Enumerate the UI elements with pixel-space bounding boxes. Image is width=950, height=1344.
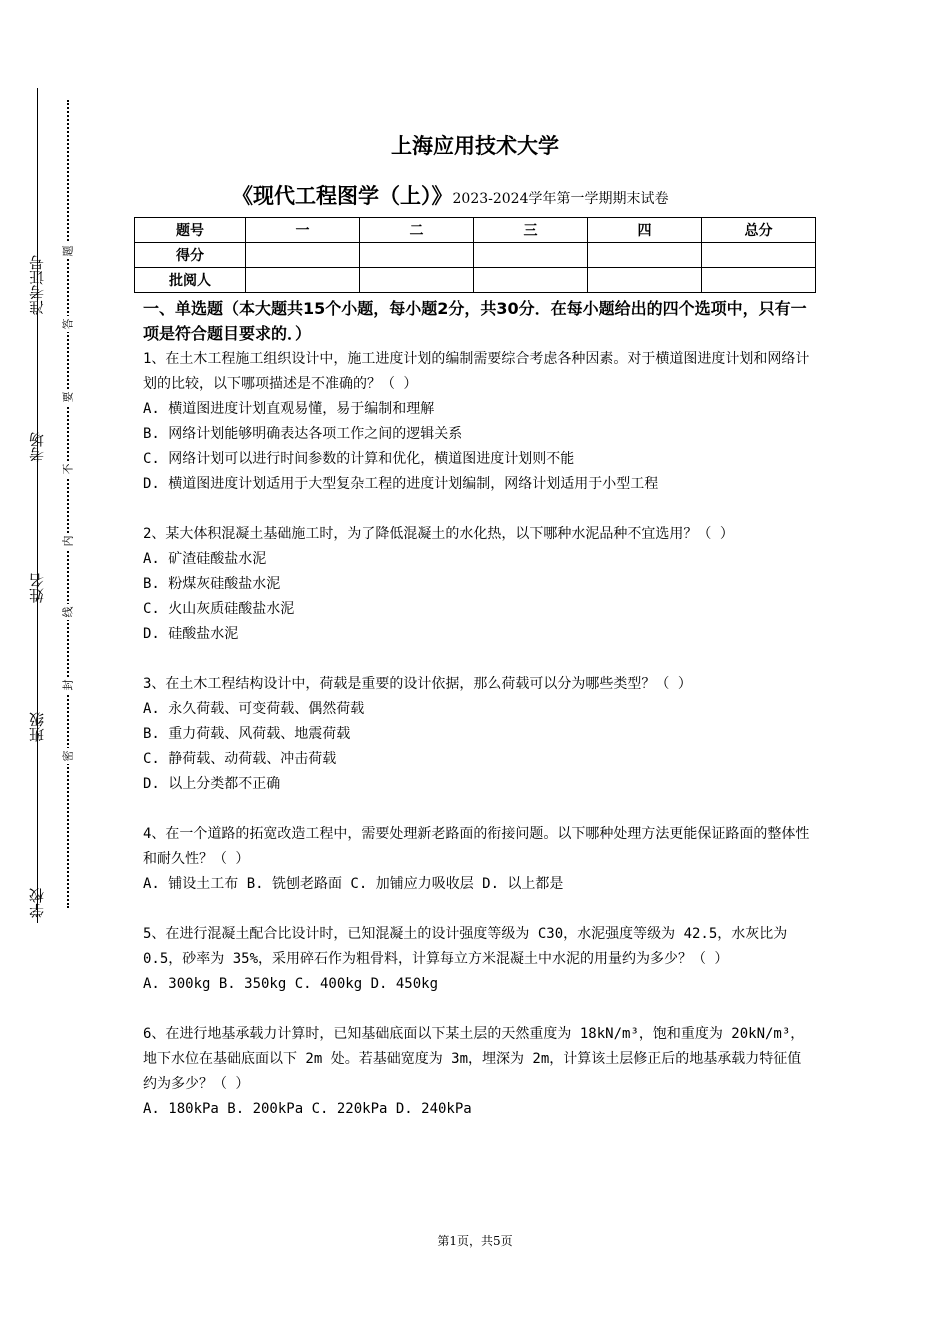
option: A. 横道图进度计划直观易懂，易于编制和理解: [143, 401, 435, 417]
option: D. 以上分类都不正确: [143, 776, 281, 792]
score-cell[interactable]: [702, 243, 816, 268]
questions-section: [143, 296, 813, 1147]
field-class: [22, 712, 52, 742]
score-table-row-label: 得分: [135, 243, 246, 268]
seal-char: 要: [60, 389, 76, 405]
field-label: 姓名: [28, 573, 46, 603]
seal-char: 密: [60, 748, 76, 764]
margin-dotted-line: [67, 100, 69, 908]
question-stem: 2、某大体积混凝土基础施工时，为了降低混凝土的水化热，以下哪种水泥品种不宜选用？（ ）: [143, 526, 734, 542]
field-school: [22, 888, 52, 918]
question-5: [143, 922, 813, 997]
score-table-header-cell: 三: [474, 218, 588, 243]
option: A. 铺设土工布 B. 铣刨老路面 C. 加铺应力吸收层 D. 以上都是: [143, 876, 564, 892]
seal-char: 线: [60, 604, 76, 620]
question-stem: 5、在进行混凝土配合比设计时，已知混凝土的设计强度等级为 C30，水泥强度等级为 42.5，水灰比为 0.5，砂率为 35%，采用碎石作为粗骨料，计算每立方米混凝土中水泥的用量约为多少？（ ）: [143, 926, 788, 967]
grader-cell[interactable]: [702, 268, 816, 293]
question-4: [143, 822, 813, 897]
section-title: 一、单选题（本大题共15个小题，每小题2分，共30分．在每小题给出的四个选项中，只有一项是符合题目要求的．）: [143, 299, 807, 343]
option: B. 网络计划能够明确表达各项工作之间的逻辑关系: [143, 426, 463, 442]
seal-char: 内: [60, 533, 76, 549]
page-number: 第1页，共5页: [437, 1234, 513, 1248]
score-table: [134, 217, 816, 293]
seal-char: 答: [60, 316, 76, 332]
grader-cell[interactable]: [360, 268, 474, 293]
option: B. 粉煤灰硅酸盐水泥: [143, 576, 281, 592]
question-stem: 1、在土木工程施工组织设计中，施工进度计划的编制需要综合考虑各种因素。对于横道图进度计划和网络计划的比较，以下哪项描述是不准确的？（ ）: [143, 351, 810, 392]
score-cell[interactable]: [588, 243, 702, 268]
option: C. 火山灰质硅酸盐水泥: [143, 601, 295, 617]
field-name: [22, 573, 52, 603]
field-label: 考场: [28, 432, 46, 462]
question-stem: 6、在进行地基承载力计算时，已知基础底面以下某土层的天然重度为 18kN/m³，饱和重度为 20kN/m³，地下水位在基础底面以下 2m 处。若基础宽度为 3m，埋深为 2m，计算该土层修正后的地基承载力特征值约为多少？（ ）: [143, 1026, 805, 1092]
option: B. 重力荷载、风荷载、地震荷载: [143, 726, 351, 742]
option: C. 网络计划可以进行时间参数的计算和优化，横道图进度计划则不能: [143, 451, 575, 467]
question-1: [143, 347, 813, 497]
score-table-header-cell: 题号: [135, 218, 246, 243]
question-3: [143, 672, 813, 797]
question-2: [143, 522, 813, 647]
seal-char: 封: [60, 677, 76, 693]
seal-char: 不: [60, 461, 76, 477]
score-cell[interactable]: [246, 243, 360, 268]
grader-cell[interactable]: [588, 268, 702, 293]
option: C. 静荷载、动荷载、冲击荷载: [143, 751, 337, 767]
score-table-header-cell: 一: [246, 218, 360, 243]
question-stem: 4、在一个道路的拓宽改造工程中，需要处理新老路面的衔接问题。以下哪种处理方法更能保证路面的整体性和耐久性？（ ）: [143, 826, 810, 867]
score-cell[interactable]: [474, 243, 588, 268]
grader-cell[interactable]: [474, 268, 588, 293]
score-table-header-row: [135, 218, 816, 243]
option: A. 矿渣硅酸盐水泥: [143, 551, 267, 567]
option: A. 300kg B. 350kg C. 400kg D. 450kg: [143, 976, 439, 992]
option: D. 横道图进度计划适用于大型复杂工程的进度计划编制，网络计划适用于小型工程: [143, 476, 659, 492]
grader-cell[interactable]: [246, 268, 360, 293]
field-label: 班级: [28, 712, 46, 742]
course-name: 《现代工程图学（上）》: [232, 184, 453, 208]
score-table-row: [135, 268, 816, 293]
seal-char: 题: [60, 243, 76, 259]
school-name: 上海应用技术大学: [391, 134, 559, 158]
exam-term: 2023-2024学年第一学期期末试卷: [452, 191, 669, 207]
option: D. 硅酸盐水泥: [143, 626, 239, 642]
option: A. 180kPa B. 200kPa C. 220kPa D. 240kPa: [143, 1101, 472, 1117]
score-table-header-cell: 二: [360, 218, 474, 243]
score-table-row-label: 批阅人: [135, 268, 246, 293]
score-table-header-cell: 总分: [702, 218, 816, 243]
question-6: [143, 1022, 813, 1122]
field-exam-number: [22, 255, 52, 315]
margin-solid-line: [37, 88, 38, 923]
question-stem: 3、在土木工程结构设计中，荷载是重要的设计依据，那么荷载可以分为哪些类型？（ ）: [143, 676, 692, 692]
score-table-row: [135, 243, 816, 268]
option: A. 永久荷载、可变荷载、偶然荷载: [143, 701, 365, 717]
field-exam-room: [22, 432, 52, 462]
exam-title: [232, 180, 669, 210]
score-table-header-cell: 四: [588, 218, 702, 243]
field-label: 准考证号: [28, 255, 46, 315]
score-cell[interactable]: [360, 243, 474, 268]
field-label: 学校: [28, 888, 46, 918]
